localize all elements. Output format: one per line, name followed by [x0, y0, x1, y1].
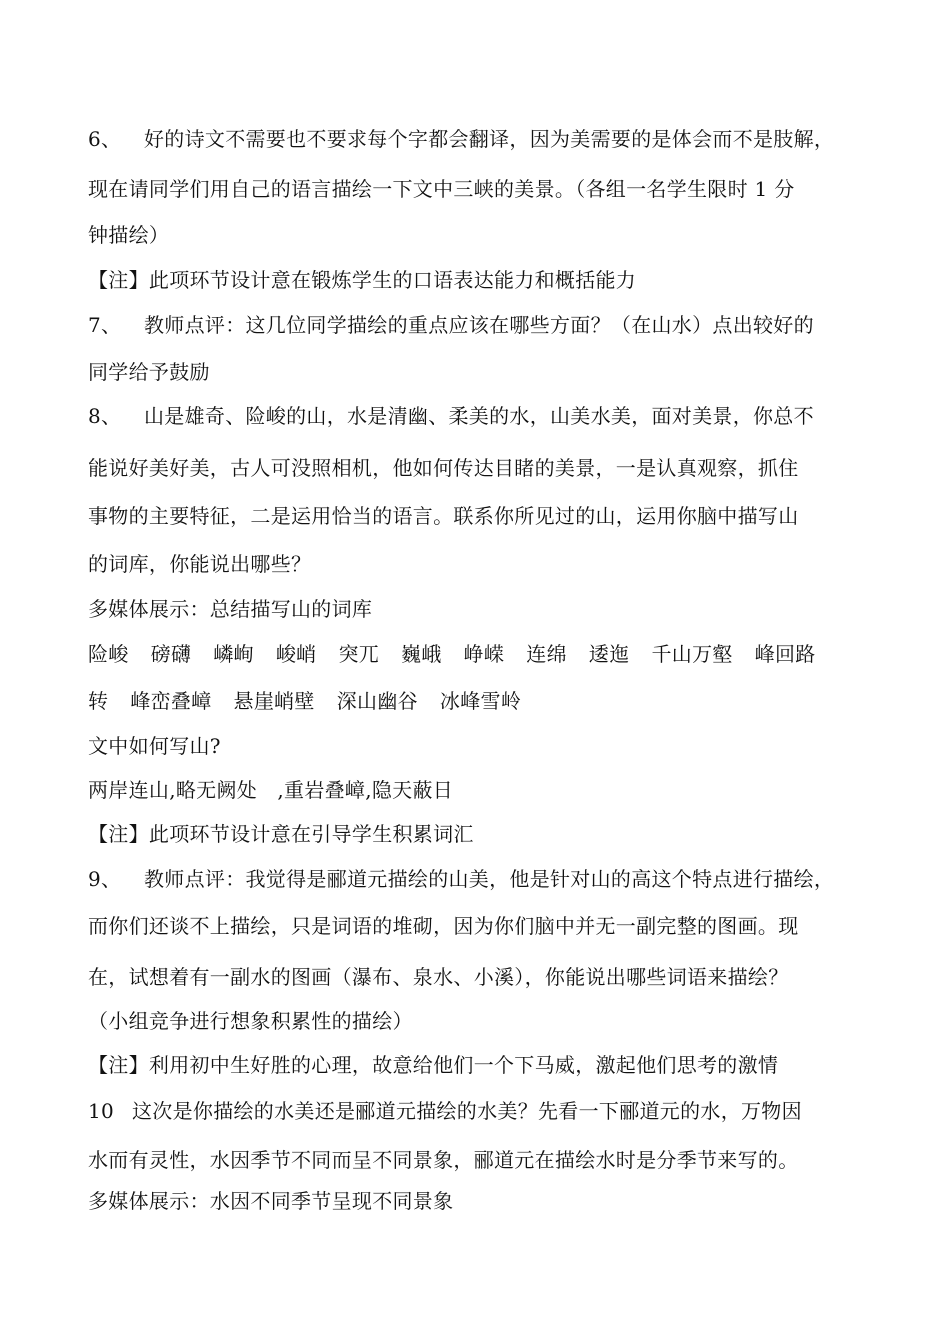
- item-10-line-2: 水而有灵性，水因季节不同而呈不同景象，郦道元在描绘水时是分季节来写的。: [88, 1148, 799, 1172]
- item-8-line-3: 事物的主要特征，二是运用恰当的语言。联系你所见过的山，运用你脑中描写山: [88, 504, 799, 528]
- media-display-water-seasons: 多媒体展示：水因不同季节呈现不同景象: [88, 1189, 454, 1213]
- vocab-word: 转: [88, 689, 109, 713]
- item-10-line-1: [88, 1099, 888, 1123]
- item-number: 9、: [88, 867, 122, 891]
- note-vocab-accumulation: 【注】此项环节设计意在引导学生积累词汇: [88, 822, 474, 846]
- item-7-line-1: [88, 313, 888, 337]
- item-8-line-1: [88, 404, 888, 428]
- vocab-word: 冰峰雪岭: [439, 689, 522, 713]
- note-oral-expression: 【注】此项环节设计意在锻炼学生的口语表达能力和概括能力: [88, 268, 637, 292]
- item-8-line-2: 能说好美好美，古人可没照相机，他如何传达目睹的美景，一是认真观察，抓住: [88, 456, 799, 480]
- item-8-line-4: 的词库，你能说出哪些？: [88, 552, 312, 576]
- item-text: 好的诗文不需要也不要求每个字都会翻译，因为美需要的是体会而不是肢解，: [144, 127, 835, 151]
- item-text: 教师点评：我觉得是郦道元描绘的山美，他是针对山的高这个特点进行描绘，: [144, 867, 835, 891]
- vocab-word: 峰回路: [754, 642, 816, 666]
- vocab-word: 突兀: [338, 642, 380, 666]
- vocab-word: 连绵: [526, 642, 567, 666]
- vocab-word: 悬崖峭壁: [233, 689, 315, 713]
- item-9-line-1: [88, 867, 888, 891]
- vocab-word: 千山万壑: [651, 642, 733, 666]
- item-6-line-2: 现在请同学们用自己的语言描绘一下文中三峡的美景。（各组一名学生限时 1 分: [88, 177, 795, 201]
- vocab-word: 嶙峋: [213, 642, 254, 666]
- item-number: 10: [88, 1099, 115, 1123]
- vocab-word: 深山幽谷: [336, 689, 418, 713]
- item-number: 8、: [88, 404, 122, 428]
- item-9-line-3: 在，试想着有一副水的图画（瀑布、泉水、小溪），你能说出哪些词语来描绘？: [88, 965, 789, 989]
- vocab-word: 磅礴: [150, 642, 192, 666]
- vocab-word: 险峻: [88, 642, 129, 666]
- item-9-line-2: 而你们还谈不上描绘，只是词语的堆砌，因为你们脑中并无一副完整的图画。现: [88, 914, 799, 938]
- item-text: 这次是你描绘的水美还是郦道元描绘的水美？先看一下郦道元的水，万物因: [132, 1099, 802, 1123]
- item-7-line-2: 同学给予鼓励: [88, 360, 210, 384]
- vocab-word: 峻峭: [275, 642, 317, 666]
- vocab-word: 逶迤: [588, 642, 630, 666]
- vocab-word: 峥嵘: [463, 642, 505, 666]
- item-number: 6、: [88, 127, 122, 151]
- question-how-mountain: 文中如何写山?: [88, 734, 221, 758]
- quote-mountain: 两岸连山,略无阙处 ,重岩叠嶂,隐天蔽日: [88, 778, 454, 802]
- item-6-line-1: [88, 127, 888, 151]
- media-display-mountain-vocab: 多媒体展示：总结描写山的词库: [88, 597, 373, 621]
- item-9-line-4: （小组竞争进行想象积累性的描绘）: [88, 1009, 413, 1033]
- item-text: 山是雄奇、险峻的山，水是清幽、柔美的水，山美水美，面对美景，你总不: [144, 404, 814, 428]
- item-6-line-3: 钟描绘）: [88, 223, 170, 247]
- vocab-word: 峰峦叠嶂: [130, 689, 212, 713]
- note-competitive-psychology: 【注】利用初中生好胜的心理，故意给他们一个下马威，激起他们思考的激情: [88, 1053, 779, 1077]
- item-number: 7、: [88, 313, 122, 337]
- vocab-row-2: [88, 689, 888, 713]
- vocab-word: 巍峨: [401, 642, 442, 666]
- item-text: 教师点评：这几位同学描绘的重点应该在哪些方面？（在山水）点出较好的: [144, 313, 814, 337]
- vocab-row-1: [88, 642, 888, 666]
